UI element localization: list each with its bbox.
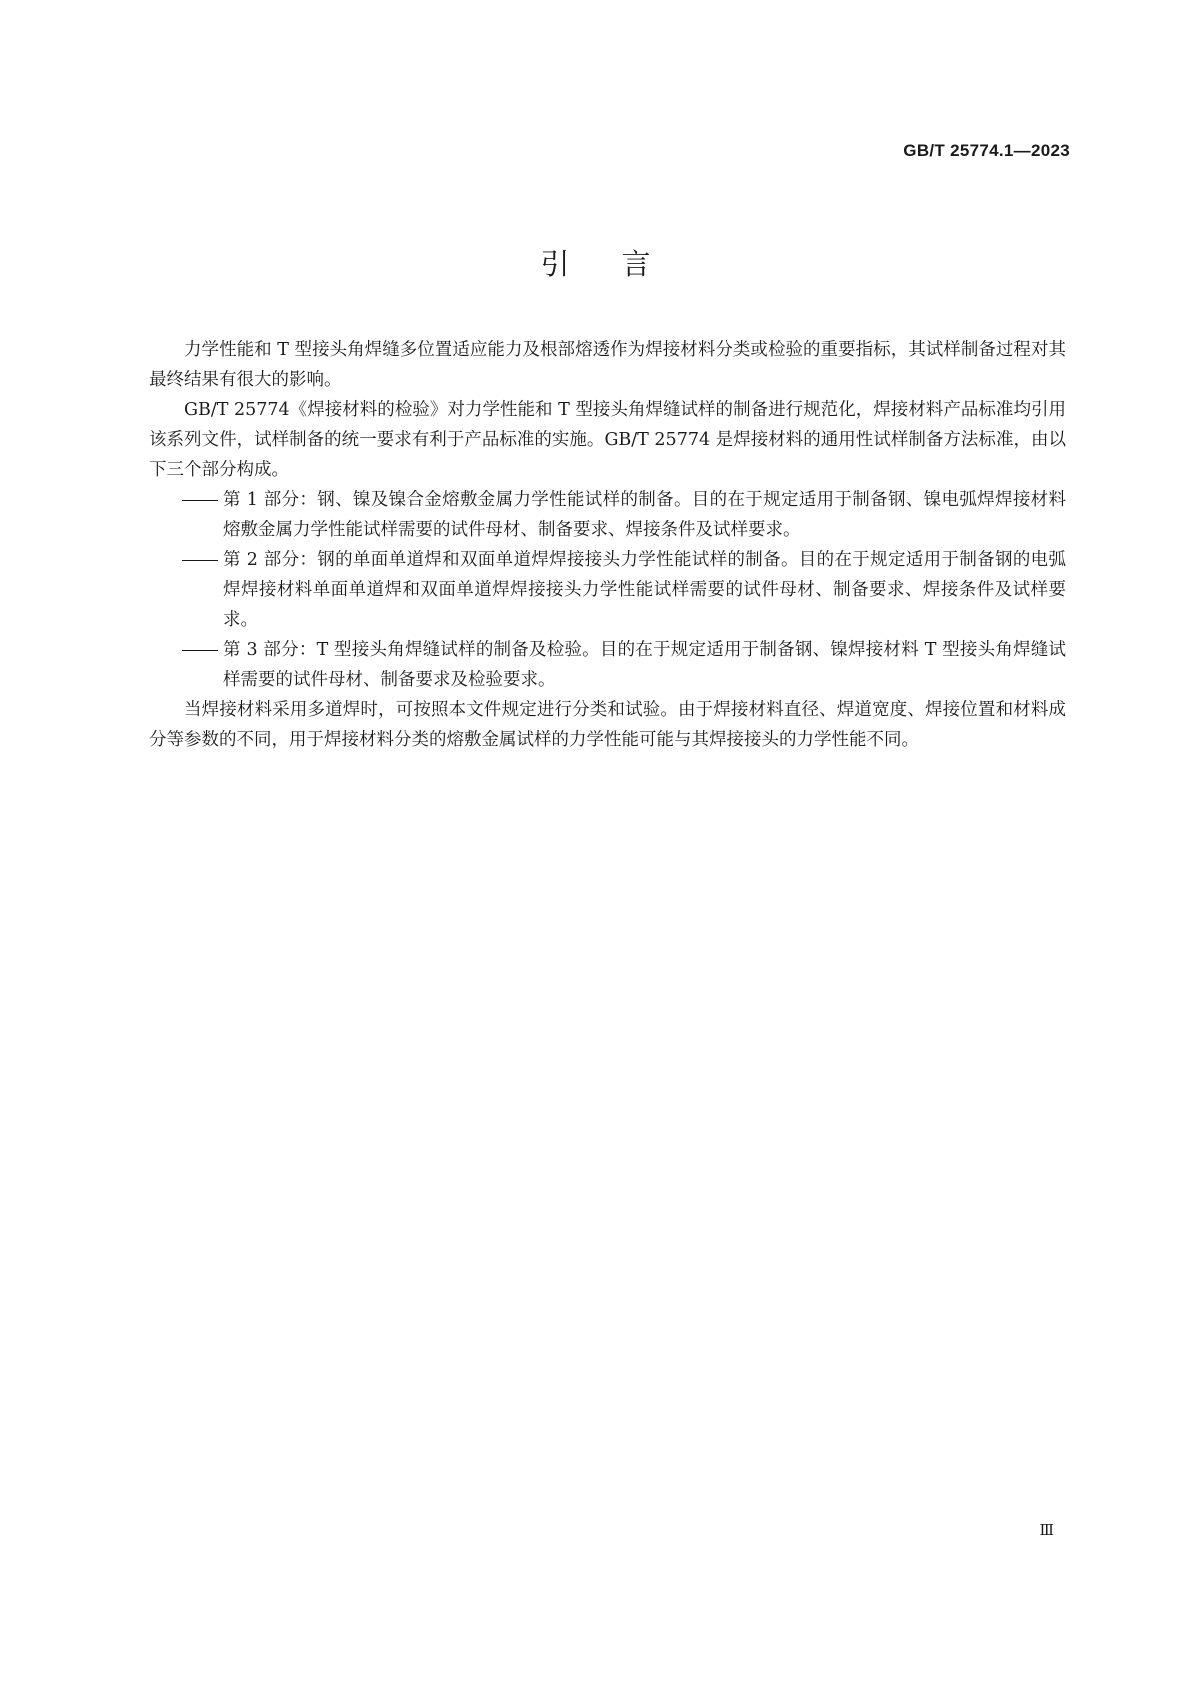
list-item-text: 第 3 部分：T 型接头角焊缝试样的制备及检验。目的在于规定适用于制备钢、镍焊接材料 T 型接头角焊缝试样需要的试件母材、制备要求及检验要求。 <box>223 640 1066 690</box>
standard-number: GB/T 25774.1—2023 <box>903 141 1070 160</box>
document-body <box>149 335 1066 755</box>
list-item <box>149 485 1066 545</box>
page-title: 引言 <box>540 247 703 281</box>
list-item <box>149 635 1066 695</box>
paragraph: 当焊接材料采用多道焊时，可按照本文件规定进行分类和试验。由于焊接材料直径、焊道宽度、焊接位置和材料成分等参数的不同，用于焊接材料分类的熔敷金属试样的力学性能可能与其焊接接头的力学性能不同。 <box>149 700 1066 750</box>
paragraph: 力学性能和 T 型接头角焊缝多位置适应能力及根部熔透作为焊接材料分类或检验的重要指标，其试样制备过程对其最终结果有很大的影响。 <box>149 340 1066 390</box>
page-number: Ⅲ <box>1039 1521 1054 1539</box>
list-item-text: 第 1 部分：钢、镍及镍合金熔敷金属力学性能试样的制备。目的在于规定适用于制备钢、镍电弧焊焊接材料熔敷金属力学性能试样需要的试件母材、制备要求、焊接条件及试样要求。 <box>223 490 1066 540</box>
list-item <box>149 545 1066 635</box>
paragraph: GB/T 25774《焊接材料的检验》对力学性能和 T 型接头角焊缝试样的制备进行规范化，焊接材料产品标准均引用该系列文件，试样制备的统一要求有利于产品标准的实施。GB/T 25774 是焊接材料的通用性试样制备方法标准，由以下三个部分构成。 <box>149 400 1066 480</box>
list-item-text: 第 2 部分：钢的单面单道焊和双面单道焊焊接接头力学性能试样的制备。目的在于规定适用于制备钢的电弧焊焊接材料单面单道焊和双面单道焊焊接接头力学性能试样需要的试件母材、制备要求、焊接条件及试样要求。 <box>223 550 1066 630</box>
